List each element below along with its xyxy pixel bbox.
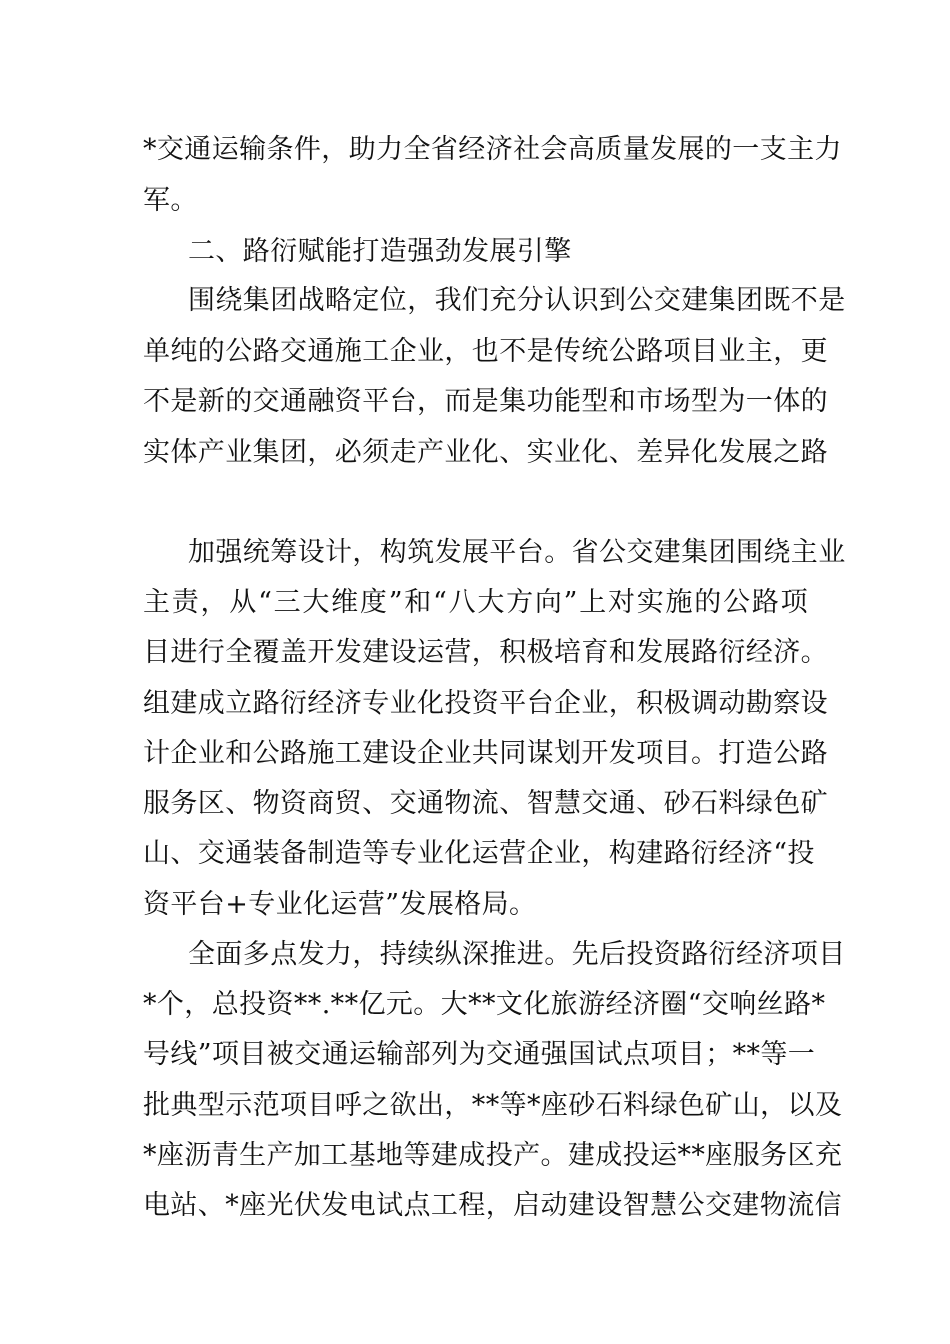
text-line: 不是新的交通融资平台，而是集功能型和市场型为一体的 <box>143 386 828 417</box>
text-line: 主责，从“三大维度”和“八大方向”上对实施的公路项 <box>143 587 808 618</box>
text-line: 军。 <box>143 185 198 216</box>
text-line: 目进行全覆盖开发建设运营，积极培育和发展路衍经济。 <box>143 637 828 668</box>
text-line: 组建成立路衍经济专业化投资平台企业，积极调动勘察设 <box>143 688 828 719</box>
text-line: 资平台+专业化运营”发展格局。 <box>143 889 537 920</box>
text-line: 全面多点发力，持续纵深推进。先后投资路衍经济项目 <box>188 939 846 970</box>
text-line: *交通运输条件，助力全省经济社会高质量发展的一支主力 <box>143 134 842 165</box>
text-line: *个，总投资**.**亿元。大**文化旅游经济圈“交响丝路* <box>143 989 826 1020</box>
text-line: 实体产业集团，必须走产业化、实业化、差异化发展之路 <box>143 437 828 468</box>
text-line: 围绕集团战略定位，我们充分认识到公交建集团既不是 <box>188 285 846 316</box>
section-heading: 二、路衍赋能打造强劲发展引擎 <box>188 236 572 267</box>
text-line: 单纯的公路交通施工企业，也不是传统公路项目业主，更 <box>143 336 828 367</box>
text-line: 电站、*座光伏发电试点工程，启动建设智慧公交建物流信 <box>143 1190 842 1221</box>
text-line: 服务区、物资商贸、交通物流、智慧交通、砂石料绿色矿 <box>143 788 828 819</box>
text-line: 批典型示范项目呼之欲出，**等*座砂石料绿色矿山，以及 <box>143 1090 843 1121</box>
text-line: 加强统筹设计，构筑发展平台。省公交建集团围绕主业 <box>188 537 846 568</box>
text-line: 号线”项目被交通运输部列为交通强国试点项目；**等一 <box>143 1039 816 1070</box>
text-line: 山、交通装备制造等专业化运营企业，构建路衍经济“投 <box>143 838 815 869</box>
text-line: 计企业和公路施工建设企业共同谋划开发项目。打造公路 <box>143 738 828 769</box>
text-line: *座沥青生产加工基地等建成投产。建成投运**座服务区充 <box>143 1140 843 1171</box>
